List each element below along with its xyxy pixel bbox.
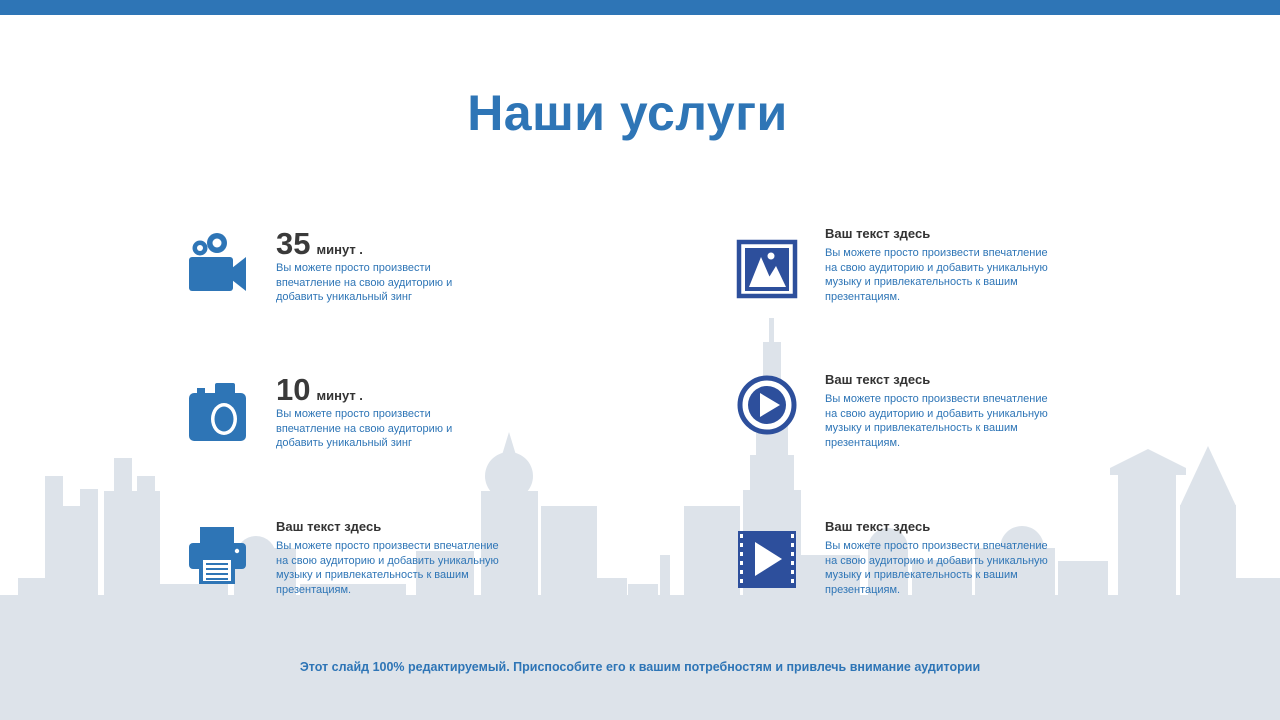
- picture-icon: [736, 239, 798, 299]
- item-heading-3: Ваш текст здесь: [276, 519, 382, 534]
- item-description-1: [276, 261, 506, 305]
- text-line: музыку и привлекательность к вашим: [276, 569, 469, 581]
- item-heading-5: Ваш текст здесь: [825, 372, 931, 387]
- text-line: музыку и привлекательность к вашим: [825, 569, 1018, 581]
- item-heading-6: Ваш текст здесь: [825, 519, 931, 534]
- text-line: музыку и привлекательность к вашим: [825, 422, 1018, 434]
- item-description-2: [276, 407, 506, 451]
- text-line: Вы можете просто произвести впечатление: [825, 540, 1048, 552]
- text-line: Вы можете просто произвести впечатление: [276, 540, 499, 552]
- text-line: добавить уникальный зинг: [276, 437, 413, 449]
- text-line: на свою аудиторию и добавить уникальную: [825, 554, 1048, 567]
- text-line: на свою аудиторию и добавить уникальную: [825, 261, 1048, 274]
- stat-number: 10: [276, 372, 311, 407]
- item-description-4: [825, 246, 1095, 304]
- text-line: впечатление на свою аудиторию и: [276, 276, 453, 289]
- text-line: на свою аудиторию и добавить уникальную: [276, 554, 499, 567]
- film-play-icon: [736, 529, 798, 591]
- stat-number: 35: [276, 226, 311, 261]
- text-line: презентациям.: [825, 290, 901, 303]
- text-line: Вы можете просто произвести: [276, 262, 431, 274]
- text-line: презентациям.: [825, 436, 901, 449]
- text-line: Вы можете просто произвести впечатление: [825, 393, 1048, 405]
- item-heading-4: Ваш текст здесь: [825, 226, 931, 241]
- play-circle-icon: [736, 374, 798, 436]
- video-camera-icon: [186, 232, 248, 294]
- slide-title: Наши услуги: [467, 85, 788, 141]
- stat-heading-2: [276, 372, 363, 408]
- item-description-5: [825, 392, 1095, 450]
- item-description-3: [276, 539, 546, 597]
- text-line: музыку и привлекательность к вашим: [825, 276, 1018, 288]
- stat-unit: минут .: [316, 388, 363, 403]
- stat-heading-1: [276, 226, 363, 262]
- stat-unit: минут .: [316, 242, 363, 257]
- text-line: впечатление на свою аудиторию и: [276, 422, 453, 435]
- text-line: презентациям.: [825, 583, 901, 596]
- photo-camera-icon: [186, 380, 248, 444]
- text-line: добавить уникальный зинг: [276, 291, 413, 303]
- slide-footer-note: Этот слайд 100% редактируемый. Приспособите его к вашим потребностям и привлечь внимание аудитории: [299, 660, 981, 674]
- text-line: презентациям.: [276, 583, 352, 596]
- text-line: Вы можете просто произвести впечатление: [825, 247, 1048, 259]
- printer-icon: [186, 524, 248, 586]
- text-line: Вы можете просто произвести: [276, 408, 431, 420]
- item-description-6: [825, 539, 1095, 597]
- text-line: на свою аудиторию и добавить уникальную: [825, 407, 1048, 420]
